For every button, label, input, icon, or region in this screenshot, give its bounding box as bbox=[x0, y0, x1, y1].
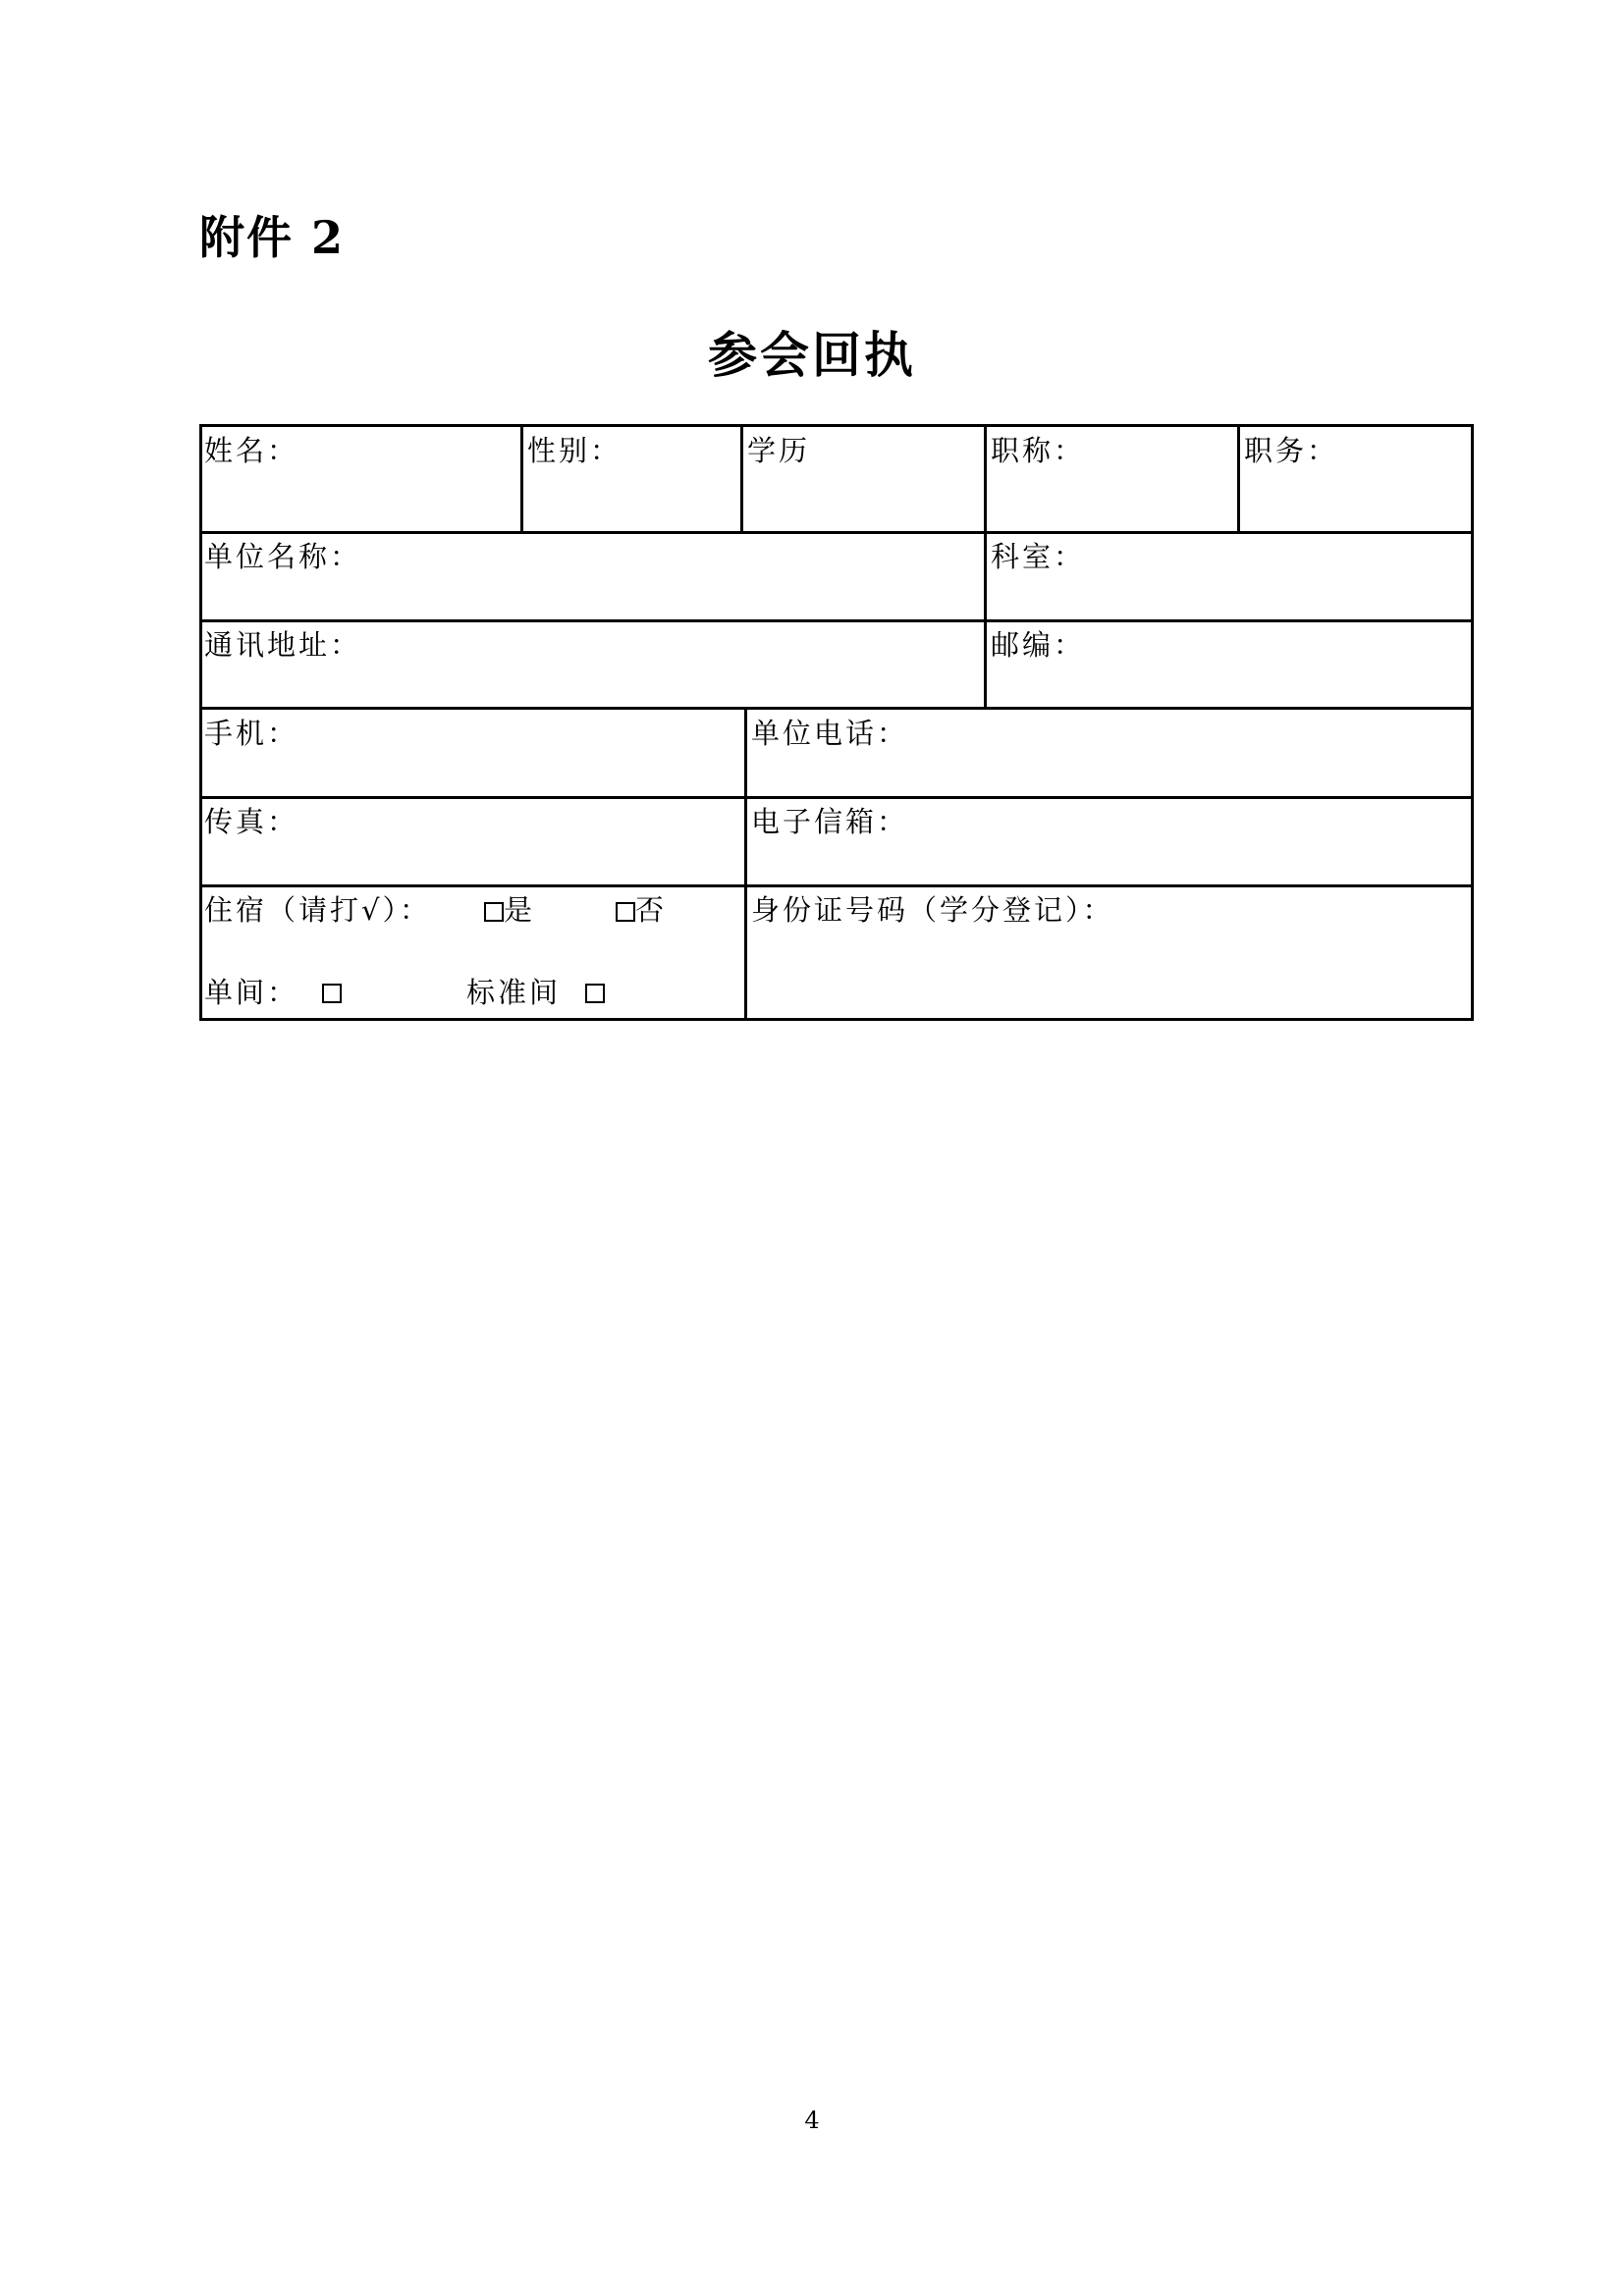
attachment-label: 附件 2 bbox=[199, 211, 346, 264]
lodging-yes-label: 是 bbox=[504, 893, 536, 927]
standard-room-label: 标准间 bbox=[466, 976, 562, 1009]
single-room-checkbox[interactable] bbox=[322, 984, 342, 1003]
lodging-no-checkbox[interactable] bbox=[616, 902, 635, 922]
lodging-yes-checkbox[interactable] bbox=[484, 902, 504, 922]
fax-field[interactable]: 传真： bbox=[204, 805, 299, 838]
page-number: 4 bbox=[804, 2107, 820, 2134]
row-divider bbox=[199, 707, 1474, 710]
row-divider bbox=[199, 796, 1474, 799]
work-phone-field[interactable]: 单位电话： bbox=[751, 717, 909, 750]
mobile-field[interactable]: 手机： bbox=[204, 717, 299, 750]
address-field[interactable]: 通讯地址： bbox=[204, 628, 362, 662]
department-field[interactable]: 科室： bbox=[991, 540, 1086, 573]
standard-room-checkbox[interactable] bbox=[585, 984, 605, 1003]
column-divider bbox=[740, 424, 743, 532]
registration-form bbox=[199, 424, 1474, 1021]
column-divider bbox=[984, 424, 987, 709]
gender-field[interactable]: 性别： bbox=[527, 434, 623, 467]
row-divider bbox=[199, 884, 1474, 887]
column-divider bbox=[1237, 424, 1240, 532]
page-title: 参会回执 bbox=[708, 326, 916, 384]
postcode-field[interactable]: 邮编： bbox=[991, 628, 1086, 662]
lodging-yes-option[interactable] bbox=[484, 893, 535, 927]
column-divider bbox=[520, 424, 523, 532]
lodging-no-option[interactable] bbox=[616, 893, 667, 927]
lodging-label: 住宿（请打√）： bbox=[204, 893, 431, 927]
email-field[interactable]: 电子信箱： bbox=[751, 805, 909, 838]
row-divider bbox=[199, 531, 1474, 534]
name-field[interactable]: 姓名： bbox=[204, 434, 299, 467]
column-divider bbox=[744, 707, 747, 1021]
single-room-label: 单间： bbox=[204, 976, 299, 1009]
organization-field[interactable]: 单位名称： bbox=[204, 540, 362, 573]
lodging-no-label: 否 bbox=[635, 893, 668, 927]
id-number-field[interactable]: 身份证号码（学分登记）： bbox=[751, 893, 1114, 927]
professional-title-field[interactable]: 职称： bbox=[991, 434, 1086, 467]
education-field[interactable]: 学历 bbox=[747, 434, 811, 467]
position-field[interactable]: 职务： bbox=[1244, 434, 1339, 467]
row-divider bbox=[199, 619, 1474, 622]
